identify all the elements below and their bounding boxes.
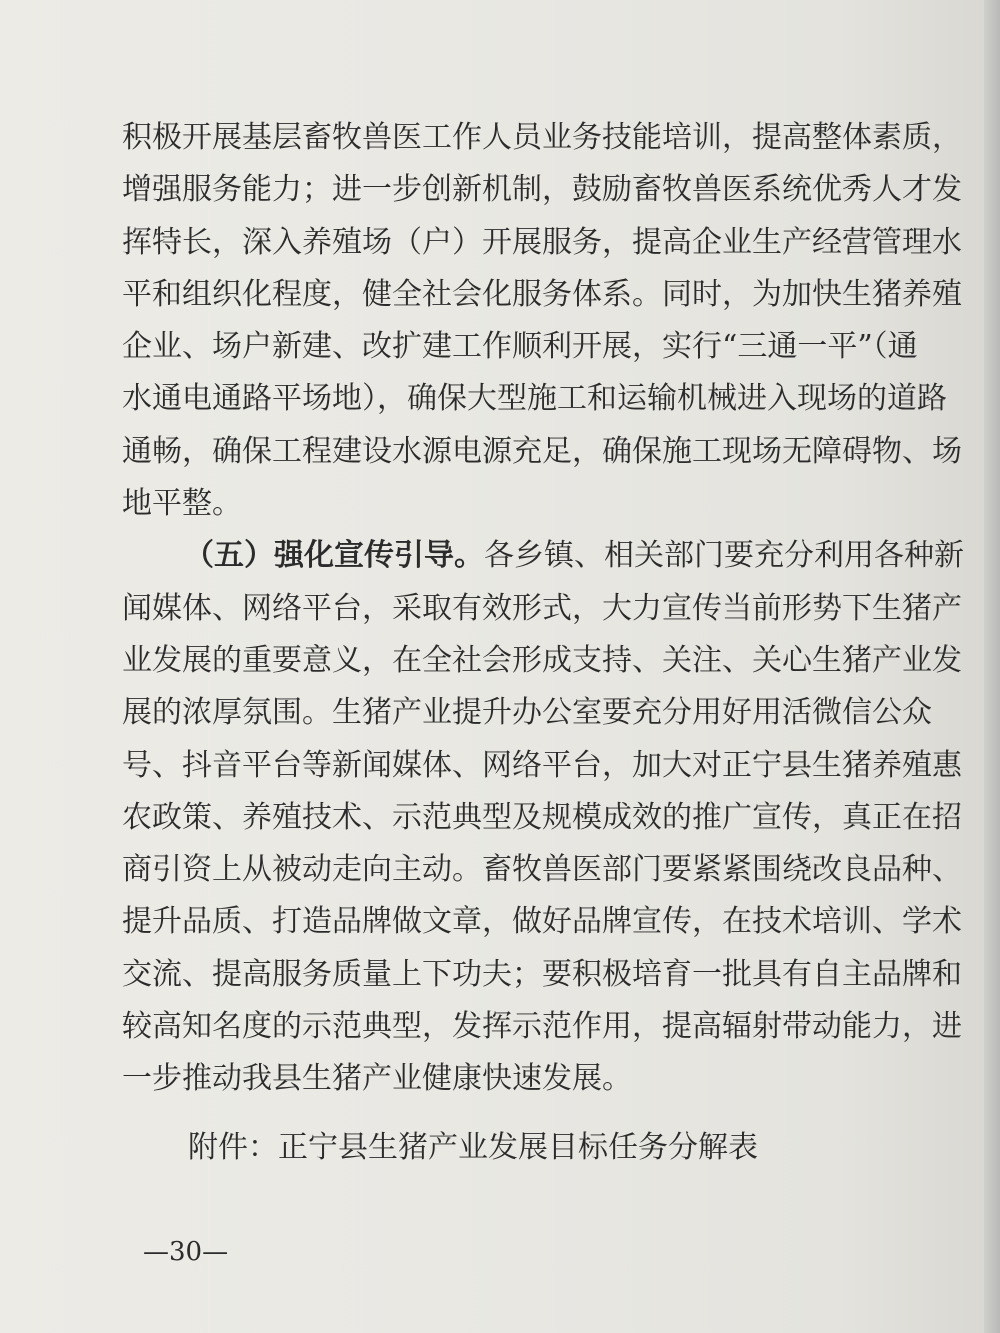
section-heading: （五）强化宣传引导。 (184, 538, 484, 574)
paragraph-1 (122, 112, 962, 530)
page-edge (984, 0, 1000, 1333)
text-line: 闻媒体、网络平台，采取有效形式，大力宣传当前形势下生猪产 (122, 590, 962, 626)
text-line: 展的浓厚氛围。生猪产业提升办公室要充分用好用活微信公众 (122, 695, 932, 731)
paragraph-2 (122, 530, 964, 1105)
text-line: 地平整。 (122, 486, 242, 522)
text-line: 业发展的重要意义，在全社会形成支持、关注、关心生猪产业发 (122, 642, 962, 678)
text-line: 增强服务能力；进一步创新机制，鼓励畜牧兽医系统优秀人才发 (122, 172, 962, 208)
text-line: 农政策、养殖技术、示范典型及规模成效的推广宣传，真正在招 (122, 799, 962, 835)
text-line: 商引资上从被动走向主动。畜牧兽医部门要紧紧围绕改良品种、 (122, 852, 962, 888)
text-line: 较高知名度的示范典型，发挥示范作用，提高辐射带动能力，进 (122, 1009, 962, 1045)
text-line: 一步推动我县生猪产业健康快速发展。 (122, 1061, 632, 1097)
page-number: —30— (143, 1237, 229, 1267)
text-line: 交流、提高服务质量上下功夫；要积极培育一批具有自主品牌和 (122, 956, 962, 992)
text-line: 积极开展基层畜牧兽医工作人员业务技能培训，提高整体素质， (122, 120, 962, 155)
text-line: 号、抖音平台等新闻媒体、网络平台，加大对正宁县生猪养殖惠 (122, 747, 962, 783)
attachment-note: 附件：正宁县生猪产业发展目标任务分解表 (188, 1130, 758, 1165)
text-line: 水通电通路平场地），确保大型施工和运输机械进入现场的道路 (122, 381, 947, 417)
text-line: 提升品质、打造品牌做文章，做好品牌宣传，在技术培训、学术 (122, 904, 962, 940)
text-line: 通畅，确保工程建设水源电源充足，确保施工现场无障碍物、场 (122, 433, 962, 469)
text-line: 平和组织化程度，健全社会化服务体系。同时，为加快生猪养殖 (122, 276, 962, 312)
text-line (122, 530, 964, 582)
text-line: 企业、场户新建、改扩建工作顺利开展，实行“三通一平”（通 (122, 329, 918, 365)
body-text (122, 112, 964, 1106)
text-line: 挥特长，深入养殖场（户）开展服务，提高企业生产经营管理水 (122, 224, 962, 260)
text-line-rest: 各乡镇、相关部门要充分利用各种新 (484, 538, 964, 574)
